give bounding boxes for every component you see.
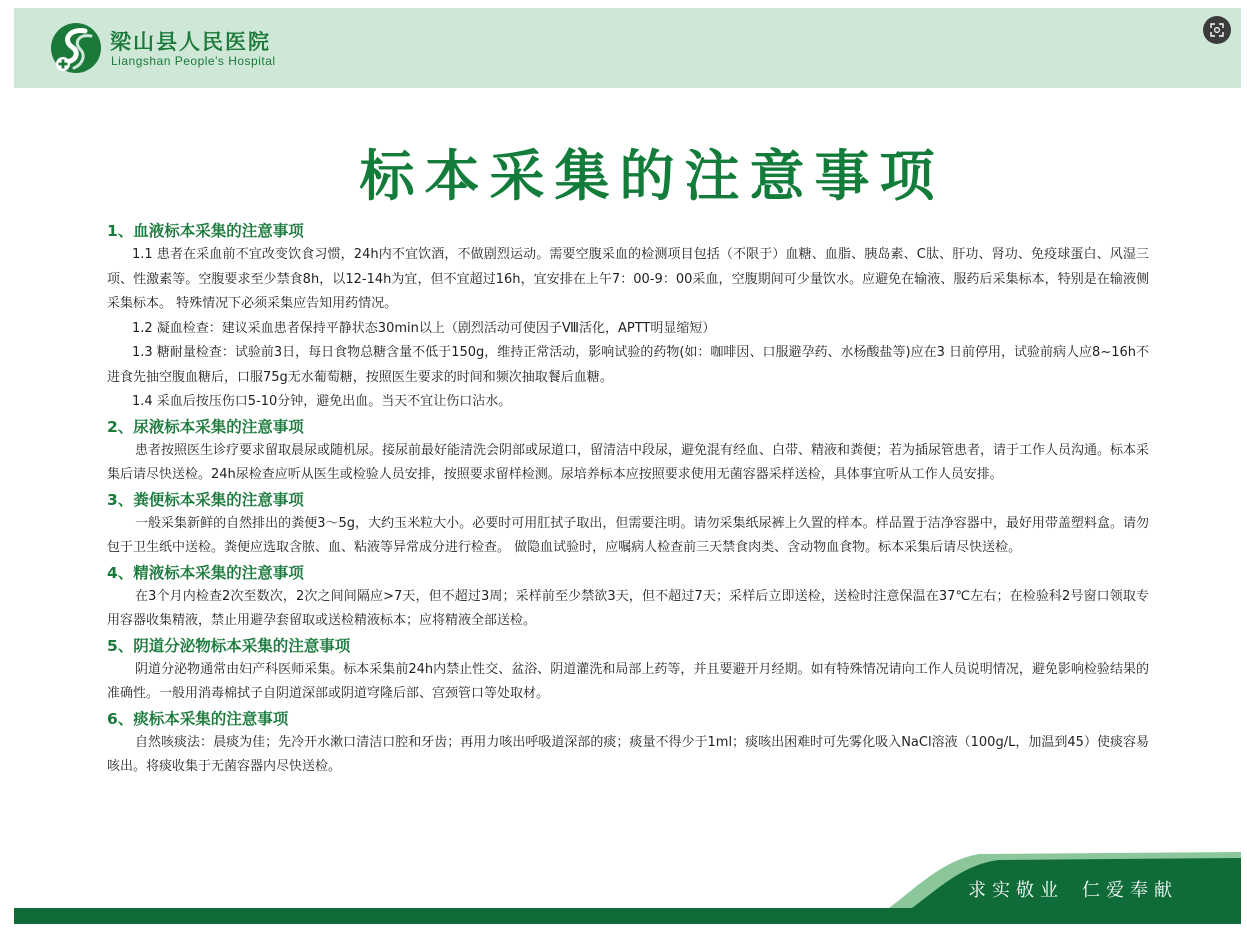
hospital-name-en: Liangshan People's Hospital [111, 54, 276, 68]
footer-motto [968, 876, 1178, 902]
section-vaginal [107, 634, 1149, 707]
page-title: 标本采集的注意事项 [359, 144, 945, 208]
header-bar [14, 8, 1241, 88]
expand-icon [1209, 22, 1225, 38]
section-paragraph: 1.1 患者在采血前不宜改变饮食习惯，24h内不宜饮酒，不做剧烈运动。需要空腹采血的检测项目包括（不限于）血糖、血脂、胰岛素、C肽、肝功、肾功、免疫球蛋白、风湿三项、性激素等。空腹要求至少禁食8h，以12-14h为宜，但不宜超过16h，宜安排在上午7：00-9：00采血，空腹期间可少量饮水。应避免在输液、服药后采集标本，特别是在输液侧采集标本。 特殊情况下必须采集应告知用药情况。 [107, 247, 1149, 311]
section-heading: 5、阴道分泌物标本采集的注意事项 [107, 636, 351, 655]
motto-part-2: 仁爱奉献 [1082, 880, 1178, 901]
section-heading: 4、精液标本采集的注意事项 [107, 563, 304, 582]
section-paragraph: 阴道分泌物通常由妇产科医师采集。标本采集前24h内禁止性交、盆浴、阴道灌洗和局部上药等，并且要避开月经期。如有特殊情况请向工作人员说明情况，避免影响检验结果的准确性。一般用消毒棉拭子自阴道深部或阴道穹隆后部、宫颈管口等处取材。 [107, 661, 1149, 701]
section-heading: 6、痰标本采集的注意事项 [107, 709, 289, 728]
section-heading: 2、尿液标本采集的注意事项 [107, 417, 304, 436]
section-stool [107, 488, 1149, 561]
motto-part-1: 求实敬业 [968, 880, 1064, 901]
expand-button[interactable] [1203, 16, 1231, 44]
section-paragraph: 一般采集新鲜的自然排出的粪便3～5g，大约玉米粒大小。必要时可用肛拭子取出，但需要注明。请勿采集纸尿裤上久置的样本。样品置于洁净容器中，最好用带盖塑料盒。请勿包于卫生纸中送检。粪便应选取含脓、血、粘液等异常成分进行检查。 做隐血试验时，应嘱病人检查前三天禁食肉类、含动物血食物。标本采集后请尽快送检。 [107, 515, 1149, 555]
section-blood [107, 219, 1149, 415]
section-paragraph: 1.3 糖耐量检查：试验前3日，每日食物总糖含量不低于150g，维持正常活动，影响试验的药物(如：咖啡因、口服避孕药、水杨酸盐等)应在3 日前停用，试验前病人应8~16h不进食先抽空腹血糖后，口服75g无水葡萄糖，按照医生要求的时间和频次抽取餐后血糖。 [107, 345, 1149, 385]
section-paragraph: 在3个月内检查2次至数次，2次之间间隔应>7天，但不超过3周；采样前至少禁欲3天，但不超过7天；采样后立即送检，送检时注意保温在37℃左右；在检验科2号窗口领取专用容器收集精液，禁止用避孕套留取或送检精液标本；应将精液全部送检。 [107, 588, 1149, 628]
content-body [107, 219, 1149, 780]
section-paragraph: 1.4 采血后按压伤口5-10分钟，避免出血。当天不宜让伤口沾水。 [132, 394, 512, 409]
hospital-logo-icon [48, 22, 104, 74]
section-paragraph: 1.2 凝血检查：建议采血患者保持平静状态30min以上（剧烈活动可使因子Ⅷ活化，APTT明显缩短） [132, 320, 716, 336]
hospital-name-cn: 梁山县人民医院 [110, 29, 271, 54]
section-paragraph: 患者按照医生诊疗要求留取晨尿或随机尿。接尿前最好能清洗会阴部或尿道口，留清洁中段尿，避免混有经血、白带、精液和粪便；若为插尿管患者，请于工作人员沟通。标本采集后请尽快送检。24h尿检查应听从医生或检验人员安排，按照要求留样检测。尿培养标本应按照要求使用无菌容器采样送检，具体事宜听从工作人员安排。 [107, 442, 1150, 482]
poster [14, 0, 1241, 924]
section-heading: 3、粪便标本采集的注意事项 [107, 490, 304, 509]
section-paragraph: 自然咳痰法：晨痰为佳；先冷开水漱口清洁口腔和牙齿；再用力咳出呼吸道深部的痰；痰量不得少于1ml；痰咳出困难时可先雾化吸入NaCl溶液（100g/L，加温到45）使痰容易咳出。将痰收集于无菌容器内尽快送检。 [107, 734, 1149, 774]
section-sputum [107, 707, 1149, 780]
section-urine [107, 415, 1149, 488]
section-semen [107, 561, 1149, 634]
section-heading: 1、血液标本采集的注意事项 [107, 222, 304, 240]
